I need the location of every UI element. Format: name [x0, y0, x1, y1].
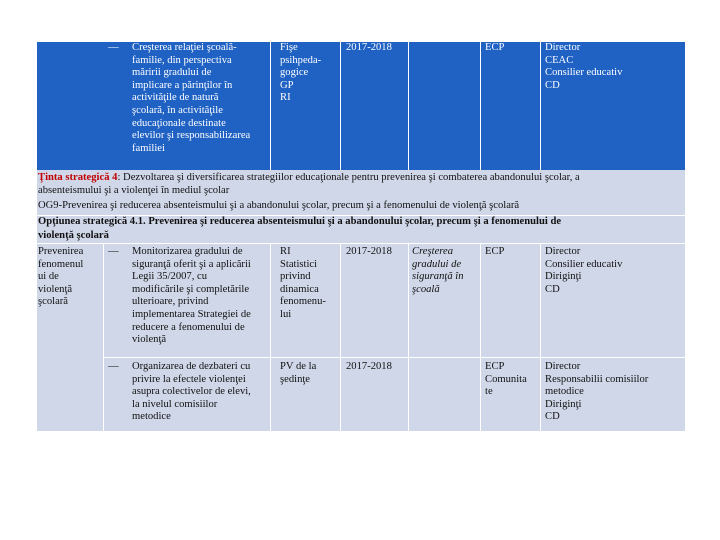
- row1-resources: RI Statistici privind dinamica fenomenu- lui: [280, 246, 326, 320]
- row1-partner: ECP: [485, 246, 505, 257]
- strategic-goal-line2: absenteismului şi a violenţei în mediul şcolar: [38, 185, 230, 196]
- row2-period: 2017-2018: [346, 361, 392, 372]
- column-divider: [480, 244, 481, 431]
- column-divider: [540, 244, 541, 431]
- operational-goal: OG9-Prevenirea şi reducerea absenteismului şi a abandonului şcolar, precum şi a fenomenului de violenţă şcolară: [38, 200, 520, 211]
- row2-responsible: Director Responsabilii comisiilor metodice Diriginţi CD: [545, 361, 649, 423]
- column-divider: [408, 42, 409, 170]
- top-responsible: Director CEAC Consilier educativ CD: [545, 42, 623, 91]
- column-divider: [103, 244, 104, 431]
- row2-resources: PV de la şedinţe: [280, 361, 317, 385]
- row2-activity: Organizarea de dezbateri cu privire la efectele violenţei asupra colectivelor de elevi, la nivelul comisiilor metodice: [132, 361, 251, 423]
- row1-responsible: Director Consilier educativ Diriginţi CD: [545, 246, 623, 295]
- top-activity: Creşterea relaţiei şcoală- familie, din perspectiva măririi gradului de implicare a părinţilor în activităţile de natură şcolară, în activităţile educaţionale destinate elevilor şi responsabilizarea familiei: [132, 42, 251, 154]
- column-divider: [408, 244, 409, 431]
- top-partner: ECP: [485, 42, 505, 53]
- strategic-goal: Ţinta strategică 4: Dezvoltarea şi diversificarea strategiilor educaţionale pentru prevenirea şi combaterea abandonului şcolar, a: [38, 172, 580, 183]
- top-resources: Fişe psihpeda- gogice GP RI: [280, 42, 322, 104]
- bullet-dash: —: [108, 42, 119, 53]
- section-label: Prevenirea fenomenul ui de violenţă şcolară: [38, 246, 84, 308]
- column-divider: [270, 42, 271, 170]
- column-divider: [270, 244, 271, 431]
- bullet-dash: —: [108, 246, 119, 257]
- row-divider: [104, 357, 685, 358]
- bullet-dash: —: [108, 361, 119, 372]
- row2-partner: ECP Comunita te: [485, 361, 527, 398]
- strategic-option-line2: violenţă şcolară: [38, 230, 109, 241]
- row1-result: Creşterea gradului de siguranţă în şcoală: [412, 246, 464, 295]
- column-divider: [340, 244, 341, 431]
- row1-period: 2017-2018: [346, 246, 392, 257]
- column-divider: [340, 42, 341, 170]
- row1-activity: Monitorizarea gradului de siguranţă oferit şi a aplicării Legii 35/2007, cu modificările şi completările ulterioare, privind implementarea Strategiei de reducere a fenomenului de violenţă: [132, 246, 251, 346]
- column-divider: [480, 42, 481, 170]
- column-divider: [540, 42, 541, 170]
- strategic-option: Opţiunea strategică 4.1. Prevenirea şi reducerea absenteismului şi a abandonului şcolar, precum şi a fenomenului de: [38, 216, 562, 227]
- top-period: 2017-2018: [346, 42, 392, 53]
